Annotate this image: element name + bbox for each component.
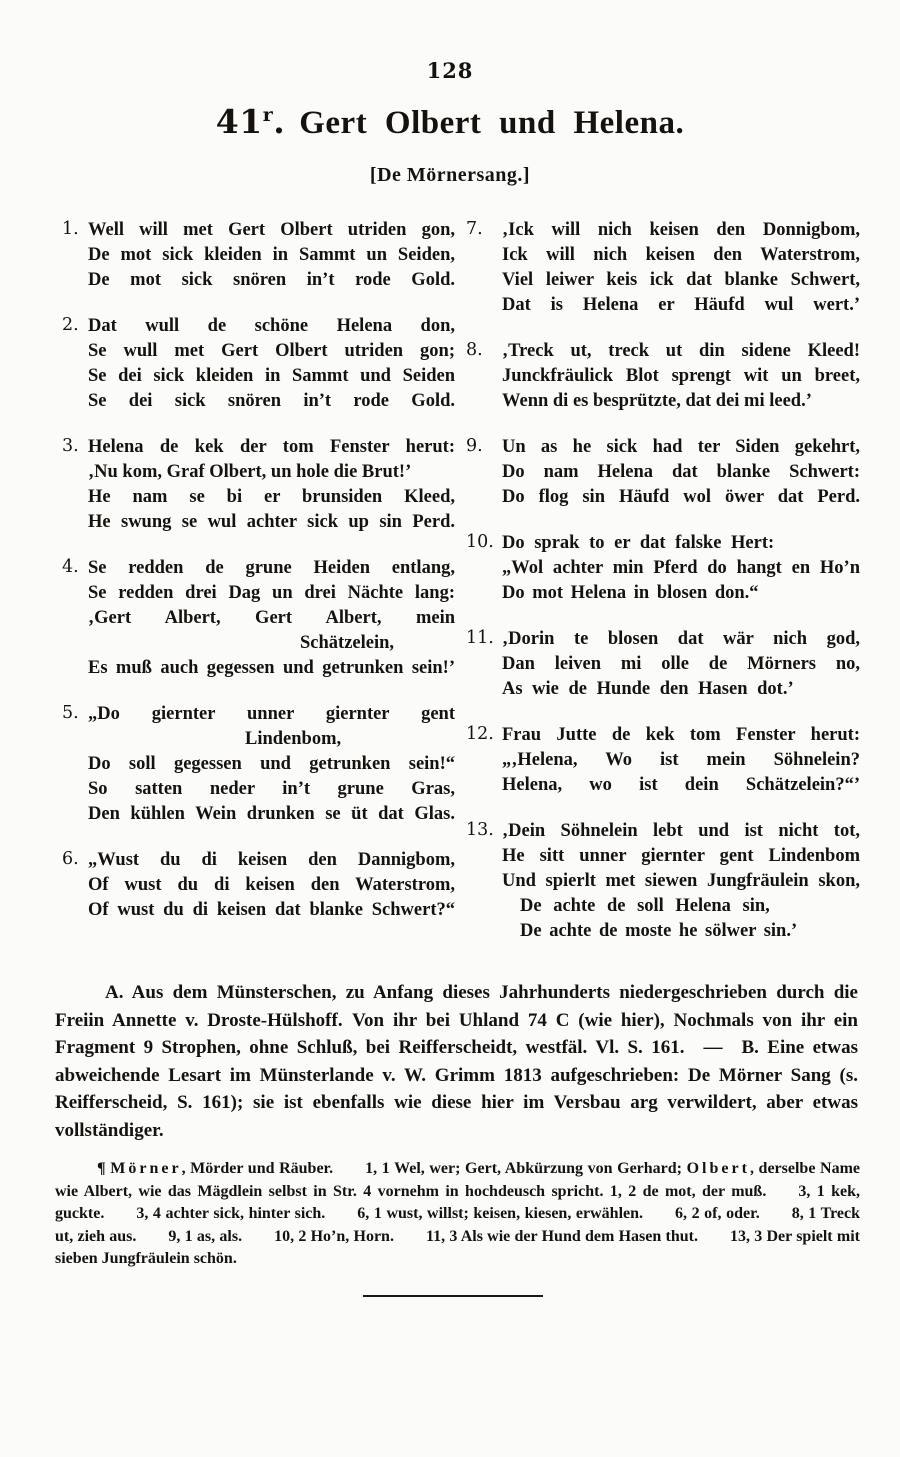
verse-number: 13. [466, 820, 494, 840]
glossary-text: , Mörder und Räuber. 1, 1 Wel, wer; Gert, Abkürzung von Gerhard; [181, 1160, 687, 1177]
glossary-term: Olbert [686, 1160, 750, 1177]
verse-line: ‚Nu kom, Graf Olbert, un hole die Brut!’ [88, 462, 412, 482]
poem-column-left [62, 218, 455, 965]
verse-line: Wenn di es besprützte, dat dei mi leed.’ [502, 391, 812, 411]
verse-number: 8. [466, 340, 483, 360]
verse-line: So satten neder in’t grune Gras, [88, 779, 455, 799]
verse-line: „Do giernter unner giernter gent [88, 704, 455, 724]
verse-line: De mot sick kleiden in Sammt un Seiden, [88, 245, 455, 265]
verse-line: Dan leiven mi olle de Mörners no, [502, 654, 860, 674]
verse-8 [466, 339, 860, 414]
verse-line: Do soll gegessen und getrunken sein!“ [88, 754, 455, 774]
verse-line: ‚Dorin te blosen dat wär nich god, [502, 629, 860, 649]
note-label-b: B. [741, 1037, 759, 1058]
verse-line: „Wust du di keisen den Dannigbom, [88, 850, 455, 870]
verse-line: Se dei sick kleiden in Sammt und Seiden [88, 366, 455, 386]
verse-number: 5. [62, 703, 79, 723]
verse-line: Dat wull de schöne Helena don, [88, 316, 455, 336]
verse-line: Dat is Helena er Häufd wul wert.’ [502, 295, 860, 315]
verse-line-continuation: Schätzelein, [300, 633, 395, 653]
verse-number: 10. [466, 532, 494, 552]
verse-line: ‚Dein Söhnelein lebt und ist nicht tot, [502, 821, 860, 841]
verse-line: Se wull met Gert Olbert utriden gon; [88, 341, 455, 361]
glossary-text: , derselbe Name wie Albert, wie das Mägdlein selbst in Str. 4 vornehm in hochdeusch spricht. 1, 2 de mot, der muß. 3, 1 kek, guckte. 3, 4 achter sick, hinter sich. 6, 1 wust, willst; keisen, kiesen, erwählen. 6, 2 of, oder. 8, 1 Treck ut, zieh aus. 9, 1 as, als. 10, 2 Ho’n, Horn. 11, 3 Als wie der Hund dem Hasen thut. 13, 3 Der spielt mit sieben Jungfräulein schön. [55, 1160, 861, 1267]
verse-number: 7. [466, 219, 483, 239]
verse-line: Of wust du di keisen dat blanke Schwert?“ [88, 900, 455, 920]
verse-line: „‚Helena, Wo ist mein Söhnelein? [502, 750, 860, 770]
verse-line: De achte de moste he sölwer sin.’ [520, 921, 798, 941]
verse-line: Un as he sick had ter Siden gekehrt, [502, 437, 860, 457]
verse-line: Do flog sin Häufd wol öwer dat Perd. [502, 487, 860, 507]
verse-7 [466, 218, 860, 318]
verse-line: De achte de soll Helena sin, [520, 896, 770, 916]
title-superscript: r [262, 104, 274, 126]
verse-number: 12. [466, 724, 494, 744]
verse-line: Junckfräulick Blot sprengt wit un breet, [502, 366, 860, 386]
verse-line: Well will met Gert Olbert utriden gon, [88, 220, 455, 240]
verse-line: Helena, wo ist dein Schätzelein?“’ [502, 775, 860, 795]
verse-line: Viel leiwer keis ick dat blanke Schwert, [502, 270, 860, 290]
verse-line: „Wol achter min Pferd do hangt en Ho’n [502, 558, 860, 578]
verse-line: Se redden drei Dag un drei Nächte lang: [88, 583, 455, 603]
verse-line: Do nam Helena dat blanke Schwert: [502, 462, 860, 482]
source-notes [55, 979, 858, 1144]
note-text-a: Aus dem Münsterschen, zu Anfang dieses Jahrhunderts niedergeschrieben durch die Freiin Annette v. Droste-Hülshoff. Von ihr bei Uhland 74 C (wie hier), Nochmals von ihr ein Fragment 9 Strophen, ohne Schluß, bei Reifferscheidt, westfäl. Vl. S. 161. — [55, 982, 858, 1058]
verse-2 [62, 314, 455, 414]
verse-13 [466, 819, 860, 944]
verse-line: Do sprak to er dat falske Hert: [502, 533, 775, 553]
verse-number: 11. [466, 628, 494, 648]
verse-line: Do mot Helena in blosen don.“ [502, 583, 759, 603]
page-title [0, 102, 900, 142]
page-subtitle: [De Mörnersang.] [369, 164, 531, 186]
poem-columns [62, 218, 860, 965]
verse-11 [466, 627, 860, 702]
verse-line: De mot sick snören in’t rode Gold. [88, 270, 455, 290]
glossary-footnote [55, 1158, 860, 1271]
verse-4 [62, 556, 455, 681]
verse-line: Den kühlen Wein drunken se üt dat Glas. [88, 804, 455, 824]
title-number: 41$^r$. [215, 102, 286, 141]
verse-line: Ick will nich keisen den Waterstrom, [502, 245, 860, 265]
note-label-a: A. [105, 982, 124, 1003]
verse-line: Of wust du di keisen den Waterstrom, [88, 875, 455, 895]
verse-number: 3. [62, 436, 79, 456]
verse-line: He sitt unner giernter gent Lindenbom [502, 846, 860, 866]
verse-line-continuation: Lindenbom, [245, 729, 342, 749]
end-rule [363, 1295, 543, 1297]
verse-3 [62, 435, 455, 535]
verse-line: Se dei sick snören in’t rode Gold. [88, 391, 455, 411]
verse-number: 6. [62, 849, 79, 869]
verse-5 [62, 702, 455, 827]
verse-line: Frau Jutte de kek tom Fenster herut: [502, 725, 860, 745]
poem-column-right [466, 218, 860, 965]
title-main: Gert Olbert und Helena. [299, 105, 685, 141]
note-text-b: Eine etwas abweichende Lesart im Münsterlande v. W. Grimm 1813 aufgeschrieben: De Mörner Sang (s. Reifferscheid, S. 161); sie ist ebenfalls wie diese hier im Versbau arg verwildert, aber etwas vollständiger. [55, 1037, 858, 1141]
verse-number: 9. [466, 436, 483, 456]
verse-line: He nam se bi er brunsiden Kleed, [88, 487, 455, 507]
verse-line: ‚Treck ut, treck ut din sidene Kleed! [502, 341, 860, 361]
verse-1 [62, 218, 455, 293]
verse-line: Und spierlt met siewen Jungfräulein skon, [502, 871, 860, 891]
glossary-term: Mörner [110, 1160, 182, 1177]
verse-line: ‚Gert Albert, Gert Albert, mein [88, 608, 455, 628]
verse-line: As wie de Hunde den Hasen dot.’ [502, 679, 794, 699]
verse-6 [62, 848, 455, 923]
verse-line: ‚Ick will nich keisen den Donnigbom, [502, 220, 860, 240]
verse-number: 1. [62, 219, 79, 239]
verse-line: Se redden de grune Heiden entlang, [88, 558, 455, 578]
pilcrow-icon: ¶ [97, 1160, 111, 1177]
verse-number: 4. [62, 557, 79, 577]
verse-line: Es muß auch gegessen und getrunken sein!’ [88, 658, 455, 678]
verse-number: 2. [62, 315, 79, 335]
verse-12 [466, 723, 860, 798]
verse-line: He swung se wul achter sick up sin Perd. [88, 512, 455, 532]
verse-9 [466, 435, 860, 510]
verse-line: Helena de kek der tom Fenster herut: [88, 437, 455, 457]
page-number: 128 [426, 58, 474, 83]
verse-10 [466, 531, 860, 606]
